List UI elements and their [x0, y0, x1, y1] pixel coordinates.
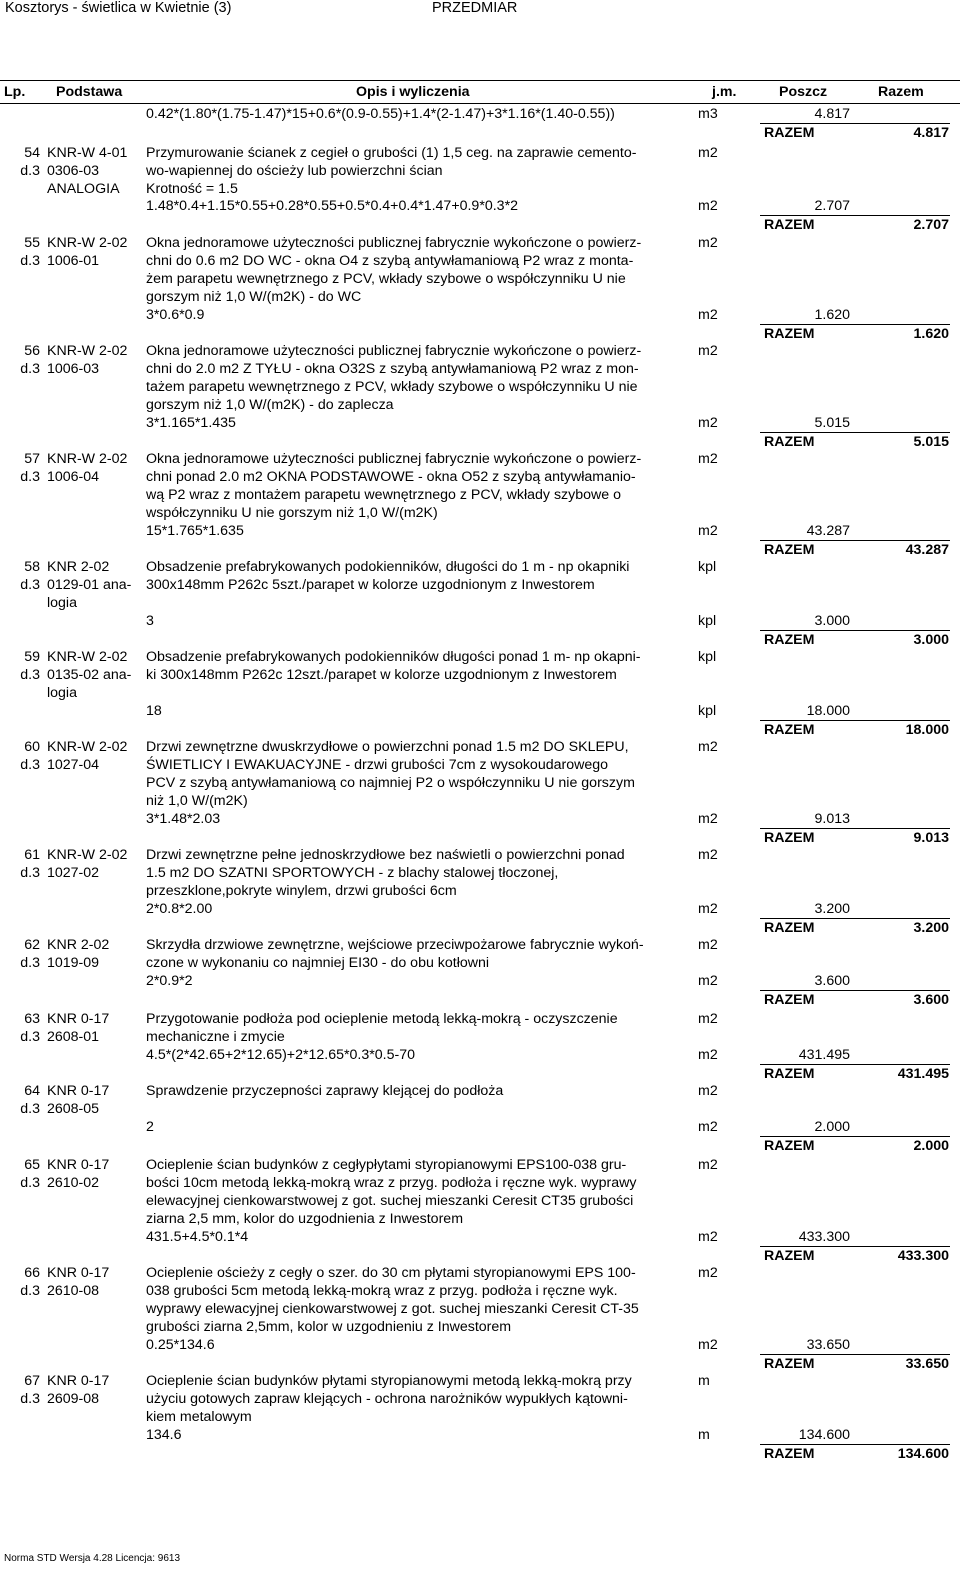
item-description: Okna jednoramowe użyteczności publicznej fabrycznie wykończone o powierz- chni ponad 2.0 m2 OKNA PODSTAWOWE - okna O52 z szybą antywłamanio- wą P2 wraz z montażem parapetu wewnętrznego z PCV, wkłady szybowe o współczynniku U nie gorszym niż 1,0 W/(m2K)	[146, 451, 642, 521]
item-unit: m2	[698, 1265, 718, 1281]
item-code: KNR 0-17 2610-02	[47, 1157, 110, 1191]
item-calc-unit: m	[698, 1427, 710, 1443]
item-calc-unit: m2	[698, 1229, 718, 1245]
item-description: Okna jednoramowe użyteczności publicznej fabrycznie wykończone o powierz- chni do 0.6 m2 DO WC - okna O4 z szybą antywłamaniową P2 wraz z monta- żem parapetu wewnętrznego z PCV, wkłady szybowe o współczynniku U nie gorszym niż 1,0 W/(m2K) - do WC	[146, 235, 642, 305]
item-razem-value: 431.495	[897, 1066, 949, 1082]
item-calc-unit: m2	[698, 307, 718, 323]
item-calc-unit: m2	[698, 1047, 718, 1063]
item-razem-label: RAZEM	[764, 632, 815, 648]
item-razem-label: RAZEM	[764, 1248, 815, 1264]
item-unit: m2	[698, 235, 718, 251]
item-quantity: 433.300	[798, 1229, 850, 1245]
item-quantity: 43.287	[806, 523, 850, 539]
item-unit: m2	[698, 847, 718, 863]
item-razem-rule	[760, 918, 950, 919]
item-number: 63 d.3	[20, 1011, 40, 1045]
item-calculation: 2*0.8*2.00	[146, 901, 213, 917]
item-razem-rule	[760, 432, 950, 433]
item-razem-rule	[760, 720, 950, 721]
item-quantity: 431.495	[798, 1047, 850, 1063]
page-subtitle: PRZEDMIAR	[432, 0, 518, 16]
item-quantity: 9.013	[814, 811, 850, 827]
item-razem-label: RAZEM	[764, 830, 815, 846]
carryover-calc: 0.42*(1.80*(1.75-1.47)*15+0.6*(0.9-0.55)+1.4*(2-1.47)+3*1.16*(1.40-0.55))	[146, 106, 615, 122]
item-number: 66 d.3	[20, 1265, 40, 1299]
item-unit: m2	[698, 1011, 718, 1027]
item-razem-rule	[760, 324, 950, 325]
header-jm: j.m.	[712, 84, 737, 100]
item-description: Obsadzenie prefabrykowanych podokienników, długości do 1 m - np okapniki 300x148mm P262c 5szt./parapet w kolorze uzgodnionym z Inwestorem	[146, 559, 630, 593]
item-quantity: 3.000	[814, 613, 850, 629]
item-code: KNR-W 2-02 1027-04	[47, 739, 128, 773]
item-calculation: 2	[146, 1119, 154, 1135]
item-razem-label: RAZEM	[764, 1356, 815, 1372]
item-description: Przygotowanie podłoża pod ocieplenie metodą lekką-mokrą - oczyszczenie mechaniczne i zmycie	[146, 1011, 618, 1045]
item-description: Ocieplenie ścian budynków z cegłypłytami styropianowymi EPS100-038 gru- bości 10cm metodą lekką-mokrą wraz z przyg. podłoża i ręczne wyk. wyprawy elewacyjnej cienkowarstwowej z got. suchej mieszanki Ceresit CT35 grubości ziarna 2,5 mm, kolor do uzgodnienia z Inwestorem	[146, 1157, 637, 1227]
item-razem-value: 1.620	[913, 326, 949, 342]
item-number: 60 d.3	[20, 739, 40, 773]
item-calc-unit: m2	[698, 973, 718, 989]
item-razem-label: RAZEM	[764, 1066, 815, 1082]
item-description: Obsadzenie prefabrykowanych podokienników długości ponad 1 m- np okapni- ki 300x148mm P262c 12szt./parapet w kolorze uzgodnionym z Inwestorem	[146, 649, 641, 683]
header-lp: Lp.	[4, 84, 26, 100]
item-calculation: 0.25*134.6	[146, 1337, 215, 1353]
item-description: Ocieplenie ościeży z cegły o szer. do 30 cm płytami styropianowymi EPS 100- 038 grubości 5cm metodą lekką-mokrą wraz z przyg. podłoża i ręczne wyk. wyprawy elewacyjnej cienkowarstwowej z got. suchej mieszanki Ceresit CT-35 grubości ziarna 2,5mm, kolor w uzgodnieniu z Inwestorem	[146, 1265, 639, 1335]
carryover-qty: 4.817	[814, 106, 850, 122]
item-code: KNR 0-17 2609-08	[47, 1373, 110, 1407]
item-unit: kpl	[698, 559, 717, 575]
item-code: KNR-W 4-01 0306-03 ANALOGIA	[47, 145, 128, 197]
item-razem-label: RAZEM	[764, 722, 815, 738]
item-code: KNR-W 2-02 1006-01	[47, 235, 128, 269]
item-razem-rule	[760, 990, 950, 991]
item-number: 55 d.3	[20, 235, 40, 269]
carryover-razem-value: 4.817	[913, 125, 949, 141]
item-calc-unit: m2	[698, 1119, 718, 1135]
item-quantity: 33.650	[806, 1337, 850, 1353]
item-code: KNR-W 2-02 1006-03	[47, 343, 128, 377]
item-razem-value: 18.000	[905, 722, 949, 738]
item-unit: m2	[698, 343, 718, 359]
item-calc-unit: kpl	[698, 703, 717, 719]
item-calculation: 431.5+4.5*0.1*4	[146, 1229, 249, 1245]
item-calc-unit: m2	[698, 901, 718, 917]
item-razem-label: RAZEM	[764, 217, 815, 233]
item-code: KNR 2-02 0129-01 ana- logia	[47, 559, 132, 611]
item-number: 67 d.3	[20, 1373, 40, 1407]
item-description: Drzwi zewnętrzne pełne jednoskrzydłowe bez naświetli o powierzchni ponad 1.5 m2 DO SZATNI SPORTOWYCH - z blachy stalowej tłoczonej, przeszklone,pokryte winylem, drzwi grubości 6cm	[146, 847, 625, 899]
item-description: Sprawdzenie przyczepności zaprawy klejącej do podłoża	[146, 1083, 504, 1099]
item-code: KNR 0-17 2610-08	[47, 1265, 110, 1299]
header-rule-top	[0, 80, 960, 81]
item-quantity: 5.015	[814, 415, 850, 431]
item-description: Ocieplenie ścian budynków płytami styropianowymi metodą lekką-mokrą przy użyciu gotowych zapraw klejących - ochrona narożników wypukłych kątowni- kiem metalowym	[146, 1373, 632, 1425]
item-calc-unit: m2	[698, 811, 718, 827]
item-calc-unit: m2	[698, 198, 718, 214]
header-poszcz: Poszcz	[779, 84, 828, 100]
item-code: KNR-W 2-02 1027-02	[47, 847, 128, 881]
item-razem-value: 5.015	[913, 434, 949, 450]
item-code: KNR 0-17 2608-05	[47, 1083, 110, 1117]
item-calc-unit: kpl	[698, 613, 717, 629]
item-unit: kpl	[698, 649, 717, 665]
item-description: Przymurowanie ścianek z cegieł o grubości (1) 1,5 ceg. na zaprawie cemento- wo-wapiennej do ościeży lub powierzchni ścian Krotność = 1.5	[146, 145, 637, 197]
item-razem-value: 2.000	[913, 1138, 949, 1154]
item-razem-rule	[760, 1444, 950, 1445]
header-razem: Razem	[878, 84, 924, 100]
item-unit: m2	[698, 937, 718, 953]
item-description: Okna jednoramowe użyteczności publicznej fabrycznie wykończone o powierz- chni do 2.0 m2 Z TYŁU - okna O32S z szybą antywłamaniową P2 wraz z mon- tażem parapetu wewnętrznego z PCV, wkłady szybowe o współczynniku U nie gorszym niż 1,0 W/(m2K) - do zaplecza	[146, 343, 642, 413]
item-razem-rule	[760, 540, 950, 541]
item-code: KNR 0-17 2608-01	[47, 1011, 110, 1045]
item-unit: m2	[698, 1157, 718, 1173]
item-number: 62 d.3	[20, 937, 40, 971]
item-calculation: 134.6	[146, 1427, 182, 1443]
header-podstawa: Podstawa	[56, 84, 123, 100]
item-quantity: 2.707	[814, 198, 850, 214]
item-razem-rule	[760, 1064, 950, 1065]
item-calc-unit: m2	[698, 523, 718, 539]
item-calc-unit: m2	[698, 1337, 718, 1353]
item-razem-value: 43.287	[905, 542, 949, 558]
item-unit: m2	[698, 145, 718, 161]
item-razem-value: 3.200	[913, 920, 949, 936]
item-code: KNR-W 2-02 1006-04	[47, 451, 128, 485]
item-calculation: 3*0.6*0.9	[146, 307, 205, 323]
item-code: KNR-W 2-02 0135-02 ana- logia	[47, 649, 132, 701]
item-number: 54 d.3	[20, 145, 40, 179]
item-razem-label: RAZEM	[764, 542, 815, 558]
item-description: Drzwi zewnętrzne dwuskrzydłowe o powierzchni ponad 1.5 m2 DO SKLEPU, ŚWIETLICY I EWAKUACYJNE - drzwi grubości 7cm z wysokoudarowego PCV z szybą antywłamaniową co najmniej P2 o współczynniku U nie gorszym niż 1,0 W/(m2K)	[146, 739, 635, 809]
item-number: 61 d.3	[20, 847, 40, 881]
item-razem-label: RAZEM	[764, 1138, 815, 1154]
item-razem-rule	[760, 1246, 950, 1247]
item-description: Skrzydła drzwiowe zewnętrzne, wejściowe przeciwpożarowe fabrycznie wykoń- czone w wykonaniu co najmniej EI30 - do obu kotłowni	[146, 937, 644, 971]
item-unit: m2	[698, 1083, 718, 1099]
item-quantity: 1.620	[814, 307, 850, 323]
item-number: 59 d.3	[20, 649, 40, 683]
item-razem-rule	[760, 215, 950, 216]
item-number: 58 d.3	[20, 559, 40, 593]
carryover-unit: m3	[698, 106, 718, 122]
item-number: 65 d.3	[20, 1157, 40, 1191]
item-unit: m	[698, 1373, 710, 1389]
item-razem-value: 3.600	[913, 992, 949, 1008]
item-razem-label: RAZEM	[764, 434, 815, 450]
carryover-razem-label: RAZEM	[764, 125, 815, 141]
header-rule-bottom	[0, 103, 960, 104]
item-calc-unit: m2	[698, 415, 718, 431]
item-razem-value: 134.600	[897, 1446, 949, 1462]
item-calculation: 15*1.765*1.635	[146, 523, 244, 539]
item-code: KNR 2-02 1019-09	[47, 937, 110, 971]
item-unit: m2	[698, 739, 718, 755]
header-opis: Opis i wyliczenia	[356, 84, 470, 100]
item-calculation: 3*1.48*2.03	[146, 811, 221, 827]
footer-license: Norma STD Wersja 4.28 Licencja: 9613	[4, 1553, 181, 1564]
item-razem-rule	[760, 1136, 950, 1137]
item-calculation: 18	[146, 703, 162, 719]
item-number: 56 d.3	[20, 343, 40, 377]
item-quantity: 18.000	[806, 703, 850, 719]
item-quantity: 3.600	[814, 973, 850, 989]
item-razem-label: RAZEM	[764, 920, 815, 936]
item-quantity: 134.600	[798, 1427, 850, 1443]
item-number: 57 d.3	[20, 451, 40, 485]
item-quantity: 2.000	[814, 1119, 850, 1135]
item-razem-label: RAZEM	[764, 992, 815, 1008]
item-razem-value: 9.013	[913, 830, 949, 846]
item-razem-label: RAZEM	[764, 326, 815, 342]
item-razem-label: RAZEM	[764, 1446, 815, 1462]
item-calculation: 3*1.165*1.435	[146, 415, 236, 431]
item-razem-value: 433.300	[897, 1248, 949, 1264]
item-razem-value: 3.000	[913, 632, 949, 648]
item-calculation: 3	[146, 613, 154, 629]
item-razem-rule	[760, 828, 950, 829]
item-calculation: 4.5*(2*42.65+2*12.65)+2*12.65*0.3*0.5-70	[146, 1047, 416, 1063]
item-calculation: 2*0.9*2	[146, 973, 193, 989]
item-quantity: 3.200	[814, 901, 850, 917]
item-unit: m2	[698, 451, 718, 467]
item-razem-value: 33.650	[905, 1356, 949, 1372]
page-title: Kosztorys - świetlica w Kwietnie (3)	[5, 0, 232, 16]
item-razem-rule	[760, 1354, 950, 1355]
item-calculation: 1.48*0.4+1.15*0.55+0.28*0.55+0.5*0.4+0.4*1.47+0.9*0.3*2	[146, 198, 518, 214]
item-razem-value: 2.707	[913, 217, 949, 233]
item-razem-rule	[760, 630, 950, 631]
item-number: 64 d.3	[20, 1083, 40, 1117]
